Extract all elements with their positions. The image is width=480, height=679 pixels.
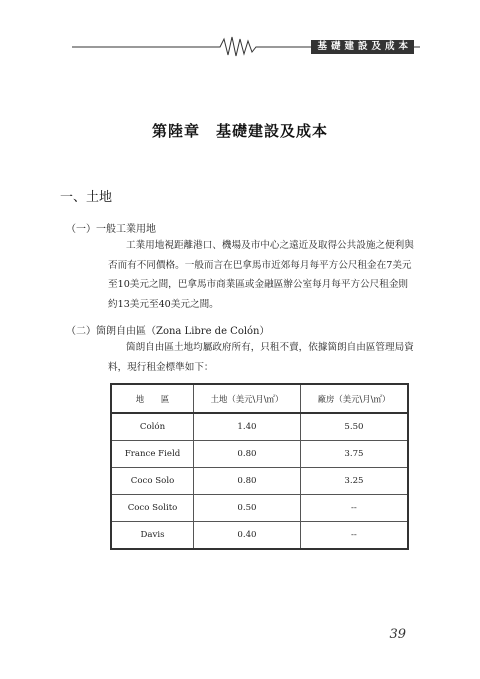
item1-line: 否而有不同價格。一般而言在巴拿馬市近郊每月每平方公尺租金在7美元: [108, 259, 412, 271]
item2-line: 箇朗自由區土地均屬政府所有，只租不賣，依據箇朗自由區管理局資: [126, 342, 414, 353]
cell-factory: 3.75: [300, 441, 408, 468]
section-title: 一、土地: [60, 190, 113, 205]
item1-line: 至10美元之間，巴拿馬市商業區或金融區辦公室每月每平方公尺租金則: [108, 279, 409, 290]
item2-line: 料，現行租金標準如下：: [108, 361, 214, 373]
item2-label: （二）箇朗自由區（Zona Libre de Colón）: [66, 326, 270, 337]
cell-land: 1.40: [194, 413, 301, 441]
cell-land: 0.80: [194, 468, 301, 495]
cell-factory: 5.50: [300, 413, 408, 441]
rent-table: [110, 383, 409, 550]
header-title: 基礎建設及成本: [311, 40, 414, 54]
column-header-factory: 廠房（美元\月\㎡）: [300, 384, 408, 413]
cell-factory: --: [300, 495, 408, 522]
cell-area: France Field: [111, 441, 194, 468]
table-header-row: [111, 384, 408, 413]
table-row: [111, 495, 408, 522]
table-row: [111, 522, 408, 550]
cell-area: Davis: [111, 522, 194, 550]
cell-factory: 3.25: [300, 468, 408, 495]
cell-area: Coco Solito: [111, 495, 194, 522]
column-header-land: 土地（美元\月\㎡）: [194, 384, 301, 413]
item1-paragraph: [108, 236, 424, 314]
item1-line: 工業用地視距離港口、機場及市中心之遠近及取得公共設施之便利與: [126, 240, 414, 251]
page-number: 39: [389, 627, 406, 642]
chapter-title: 第陸章 基礎建設及成本: [151, 122, 328, 140]
cell-land: 0.80: [194, 441, 301, 468]
item1-line: 約13美元至40美元之間。: [108, 298, 219, 310]
table-row: [111, 441, 408, 468]
cell-factory: --: [300, 522, 408, 550]
column-header-area: 地 區: [111, 384, 194, 413]
item2-paragraph: [108, 338, 424, 377]
table-row: [111, 468, 408, 495]
cell-land: 0.40: [194, 522, 301, 550]
running-header: [72, 36, 420, 64]
cell-area: Colón: [111, 413, 194, 441]
cell-land: 0.50: [194, 495, 301, 522]
table-row: [111, 413, 408, 441]
item1-label: （一）一般工業用地: [66, 224, 156, 235]
cell-area: Coco Solo: [111, 468, 194, 495]
